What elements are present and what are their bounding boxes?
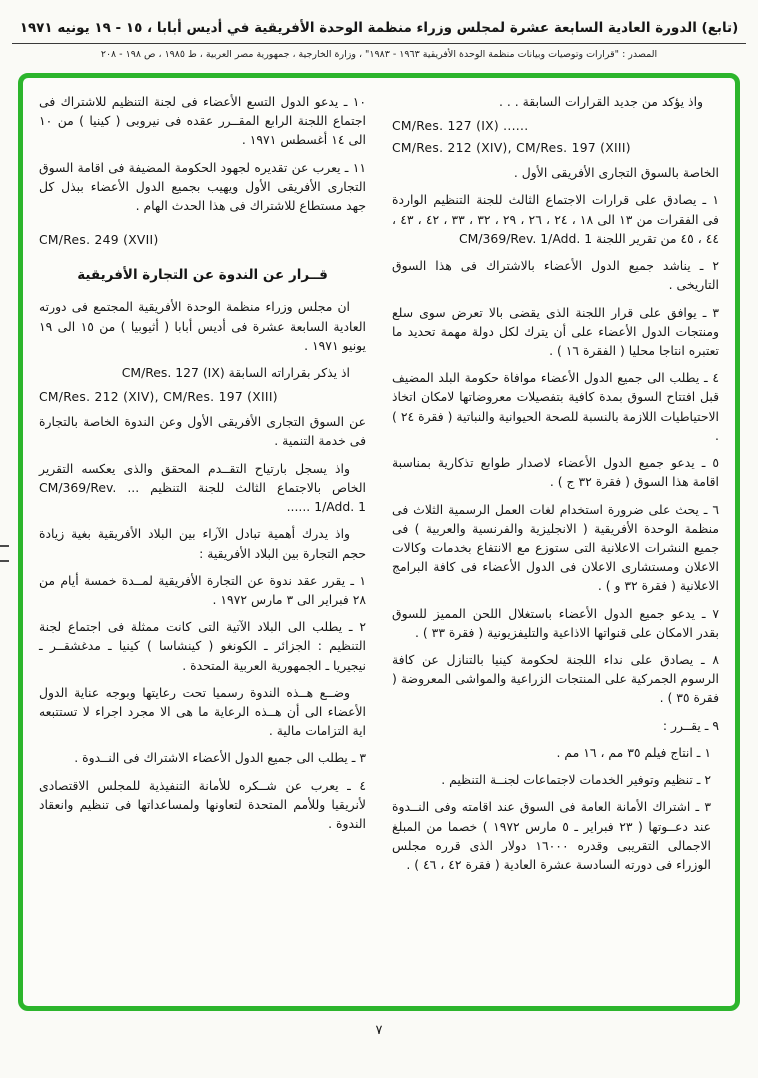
clause-8: ٨ ـ يصادق على نداء اللجنة لحكومة كينيا بالتنازل عن كافة الرسوم الجمركية على المنتجات الزراعية والمواشى المعروضة ( فقرة ٣٥ ) . [392,652,719,706]
page-number: ٧ [375,1023,383,1038]
page-header [0,0,758,60]
header-divider [12,43,746,44]
clause-6: ٦ ـ يحث على ضرورة استخدام لغات العمل الرسمية الثلاث فى منظمة الوحدة الأفريقية ( الانجليزية والفرنسية والعربية ) فى جميع النشرات الاعلانية التى ستوزع مع الانتفاع بخدمات وكالات الاعلان ومستشارى الاعلان فى الدول الأعضاء فى كافة البرامج الاعلانية ( فقرة ٣٢ و ) . [392,501,719,594]
preamble-market-symposium: عن السوق التجارى الأفريقى الأول وعن الندوة الخاصة بالتجارة فى خدمة التنمية . [39,414,366,449]
cm-res-ref-249: CM/Res. 249 (XVII) [39,233,159,248]
clause-1: ١ ـ يصادق على قرارات الاجتماع الثالث للجنة التنظيم الواردة فى الفقرات من ١٣ الى ١٨ ، ٢٤ ، ٢٦ ، ٢٩ ، ٣٢ ، ٣٣ ، ٤٢ ، ٤٣ ، ٤٤ ، ٤٥ من تقرير اللجنة CM/369/Rev. 1/Add. 1 [392,192,719,246]
symposium-clause-2: ٢ ـ يطلب الى البلاد الآتية التى كانت ممثلة فى اجتماع لجنة التنظيم : الجزائر ـ الكونغو ( كينشاسا ) كينيا ـ مدغشقــر ـ نيجيريا ـ الجمهورية العربية المتحدة . [39,619,366,673]
preamble-recalls: اذ يذكر بقراراته السابقة CM/Res. 127 (IX) [121,364,350,380]
clause-2: ٢ ـ يناشد جميع الدول الأعضاء بالاشتراك فى هذا السوق التاريخى . [392,258,719,293]
scan-mark [0,560,9,562]
clause-9-sub-2: ٢ ـ تنظيم وتوفير الخدمات لاجتماعات لجنــة التنظيم . [441,772,711,788]
clause-3: ٣ ـ يوافق على قرار اللجنة الذى يقضى بالا تعرض سوى سلع ومنتجات الدول الأعضاء على أن يترك لكل دولة مهمة تحديد ما تعتبره انتاجا محليا ( الفقرة ١٦ ) . [392,304,719,358]
scan-mark [0,545,9,547]
preamble-reaffirm: واذ يؤكد من جديد القرارات السابقة . . . [499,94,703,109]
symposium-clause-1: ١ ـ يقرر عقد ندوة عن التجارة الأفريقية لمــدة خمسة أيام من ٢٨ فبراير الى ٣ مارس ١٩٧٢ . [39,572,366,607]
clause-7: ٧ ـ يدعو جميع الدول الأعضاء باستغلال اللحن المميز للسوق بقدر الامكان على قنواتها الاذاعية والتليفزيونية ( فقرة ٣٣ ) . [392,605,719,640]
preamble-aware: واذ يدرك أهمية تبادل الآراء بين البلاد الأفريقية بغية زيادة حجم التجارة بين البلاد الأفريقية : [39,526,366,561]
source-citation: المصدر : "قرارات وتوصيات وبيانات منظمة الوحدة الأفريقية ١٩٦٣ - ١٩٨٣" ، وزارة الخارجية ، جمهورية مصر العربية ، ط ١٩٨٥ ، ص ١٩٨ - ٢٠٨ [100,49,658,60]
document-title: (تابع) الدورة العادية السابعة عشرة لمجلس وزراء منظمة الوحدة الأفريقية في أديس أبابا ، ١٥ - ١٩ يونيه ١٩٧١ [19,20,739,36]
clause-5: ٥ ـ يدعو جميع الدول الأعضاء لاصدار طوابع تذكارية بمناسبة اقامة هذا السوق ( فقرة ٣٢ ج ) . [392,455,719,490]
left-column [39,92,366,992]
symposium-clause-2-note: وضــع هــذه الندوة رسميا تحت رعايتها وبوجه عناية الدول الأعضاء الى أن هــذه الرعاية ما هى الا مجرد اجراء لا تستتبعه اية التزامات مالية . [39,684,366,739]
resolution-heading: قــرار عن الندوة عن التجارة الأفريقية [77,267,328,284]
clause-4: ٤ ـ يطلب الى جميع الدول الأعضاء موافاة حكومة البلد المضيف قبل افتتاح السوق بمدة كافية بتفصيلات معروضاتها لامكان اتخاذ الاحتياطيات اللازمة بالنسبة للصحة الحيوانية والنباتية ( فقرة ٢٤ ) . [392,370,719,443]
symposium-clause-4: ٤ ـ يعرب عن شــكره للأمانة التنفيذية للمجلس الاقتصادى لأنريقيا وللأمم المتحدة لتعاونها ولمساعداتها فى تنظيم وانعقاد الندوة . [39,777,366,832]
clause-10: ١٠ ـ يدعو الدول التسع الأعضاء فى لجنة التنظيم للاشتراك فى اجتماع اللجنة الرابع المقــرر عقده فى نيروبى ( كينيا ) من ١٠ الى ١٤ أغسطس ١٩٧١ . [39,94,366,148]
symposium-clause-3: ٣ ـ يطلب الى جميع الدول الأعضاء الاشتراك فى النــدوة . [74,750,366,766]
preamble-council: ان مجلس وزراء منظمة الوحدة الأفريقية المجتمع فى دورته العادية السابعة عشرة فى أديس أبابا ( أثيوبيا ) من ١٥ الى ١٩ يونيو ١٩٧١ . [39,299,366,353]
preamble-market-note: الخاصة بالسوق التجارى الأفريقى الأول . [513,165,719,181]
cm-res-ref-212-197-left: CM/Res. 212 (XIV), CM/Res. 197 (XIII) [39,390,278,405]
page-footer [0,1023,758,1038]
cm-res-ref-212-197: CM/Res. 212 (XIV), CM/Res. 197 (XIII) [392,141,631,156]
cm-res-ref-127: CM/Res. 127 (IX) ...... [392,119,529,134]
clause-9-decides: ٩ ـ يقــرر : [662,717,719,733]
right-column [392,92,719,992]
clause-11: ١١ ـ يعرب عن تقديره لجهود الحكومة المضيفة فى اقامة السوق التجارى الأفريقى الأول ويهيب بجميع الدول الأعضاء ببذل كل جهد مستطاع للاشتراك فى هذا الحدث الهام . [39,159,366,214]
clause-9-sub-3: ٣ ـ اشتراك الأمانة العامة فى السوق عند اقامته وفى النــدوة عند دعــوتها ( ٢٣ فبراير ـ ٥ مارس ١٩٧٢ ) خصما من المبلغ الاجمالى التقريبى وقدره ١٦٠٠٠ دولار الذى قرره مجلس الوزراء فى دورته السادسة عشرة العادية ( فقرة ٤٢ ، ٤٦ ) . [392,799,711,872]
preamble-notes-progress: واذ يسجل بارتياح التقــدم المحقق والذى يعكسه التقرير الخاص بالاجتماع الثالث للجنة التنظيم ... CM/369/Rev. 1/Add. 1 ...... [39,460,366,515]
content-frame [18,73,740,1011]
clause-9-sub-1: ١ ـ انتاج فيلم ٣٥ مم ، ١٦ مم . [556,744,711,760]
